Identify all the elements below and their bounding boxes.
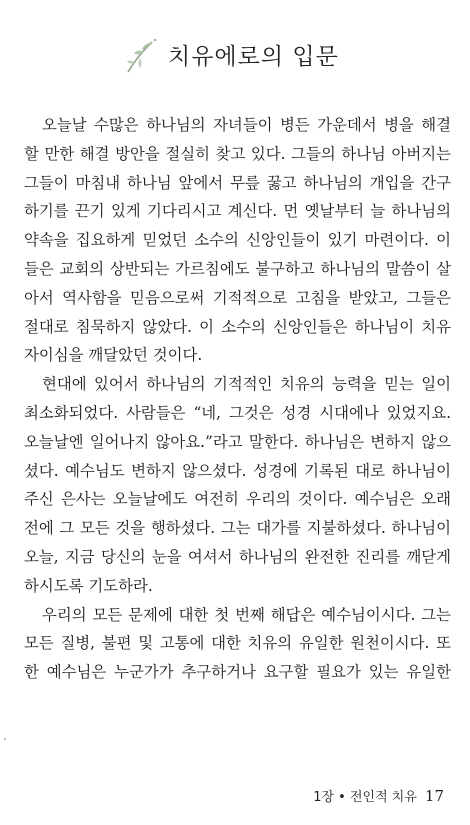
text-line: 절대로 침묵하지 않았다. 이 소수의 신앙인들은 하나님이 치유 [24, 317, 451, 336]
text-line: 전에 그 모든 것을 행하셨다. 그는 대가를 지불하셨다. 하나님이 [24, 519, 451, 538]
text-line: 자이심을 깨달았던 것이다. [24, 346, 203, 365]
text-line: 오늘날 수많은 하나님의 자녀들이 병든 가운데서 병을 해결 [42, 116, 451, 134]
text-line: 한 예수님은 누군가가 추구하거나 요구할 필요가 있는 유일한 [24, 663, 451, 682]
text-line: 현대에 있어서 하나님의 기적적인 치유의 능력을 믿는 일이 [42, 375, 451, 394]
paragraph-2 [24, 370, 451, 600]
running-head: 1장 • 전인적 치유 [313, 790, 417, 805]
body-text [24, 111, 451, 687]
text-line: 셨다. 예수님도 변하지 않으셨다. 성경에 기록된 대로 하나님이 [24, 461, 451, 480]
leaf-sprig-icon [122, 34, 162, 78]
text-line: 약속을 집요하게 믿었던 소수의 신앙인들이 있기 마련이다. 이 [24, 231, 451, 250]
text-line: 최소화되었다. 사람들은 “네, 그것은 성경 시대에나 있었지요. [24, 403, 451, 422]
page-footer [313, 786, 444, 805]
text-line: 그들이 마침내 하나님 앞에서 무릎 꿇고 하나님의 개입을 간구 [24, 173, 451, 192]
paragraph-1 [24, 111, 451, 370]
chapter-heading [0, 34, 470, 78]
text-line: 주신 은사는 오늘날에도 여전히 우리의 것이다. 예수님은 오래 [24, 490, 451, 509]
text-line: 할 만한 해결 방안을 절실히 찾고 있다. 그들의 하나님 아버지는 [24, 144, 451, 163]
margin-mark [4, 738, 6, 740]
chapter-title: 치유에로의 입문 [168, 44, 339, 70]
paragraph-3 [24, 601, 451, 687]
text-line: 오늘, 지금 당신의 눈을 여셔서 하나님의 완전한 진리를 깨닫게 [24, 547, 451, 566]
text-line: 우리의 모든 문제에 대한 첫 번째 해답은 예수님이시다. 그는 [42, 605, 451, 624]
text-line: 아서 역사함을 믿음으로써 기적적으로 고침을 받았고, 그들은 [24, 288, 451, 307]
text-line: 들은 교회의 상반되는 가르침에도 불구하고 하나님의 말씀이 살 [24, 259, 451, 278]
page-number: 17 [424, 787, 444, 805]
text-line: 하시도록 기도하라. [24, 576, 153, 595]
text-line: 하기를 끈기 있게 기다리시고 계신다. 먼 옛날부터 늘 하나님의 [24, 202, 451, 221]
text-line: 오늘날엔 일어나지 않아요.”라고 말한다. 하나님은 변하지 않으 [24, 432, 451, 451]
text-line: 모든 질병, 불편 및 고통에 대한 치유의 유일한 원천이시다. 또 [24, 634, 451, 653]
